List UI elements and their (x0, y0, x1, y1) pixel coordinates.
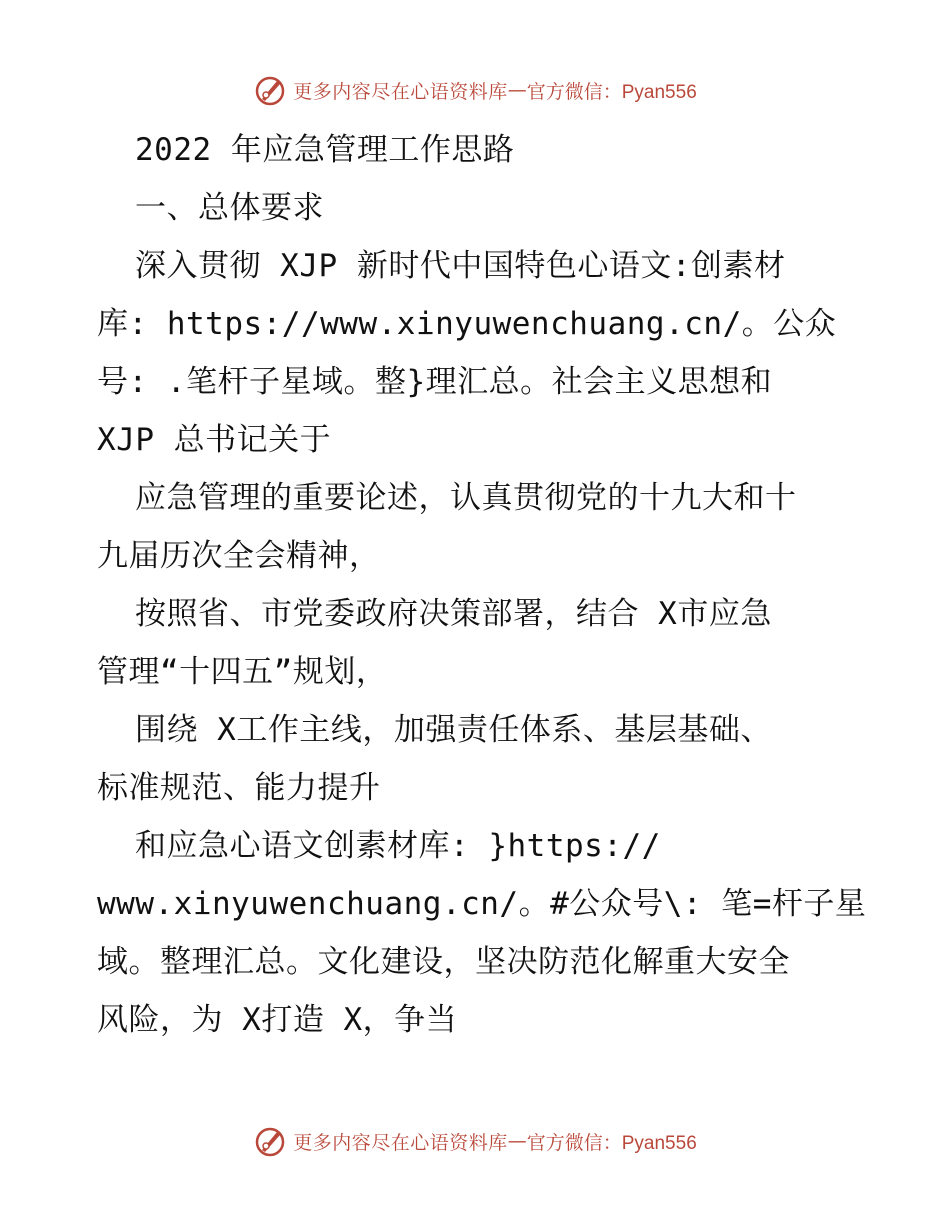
pen-logo-icon (253, 73, 287, 107)
body-line: 按照省、市党委政府决策部署，结合 X市应急 (135, 596, 772, 632)
banner-separator: — (507, 79, 527, 101)
body-line: XJP 总书记关于 (97, 422, 332, 458)
banner-brand-text: 更多内容尽在心语资料库 (293, 1131, 508, 1154)
body-line: 深入贯彻 XJP 新时代中国特色心语文:创素材 (135, 248, 786, 284)
section-heading: 一、总体要求 (135, 190, 324, 226)
header-watermark-banner (0, 70, 950, 110)
body-line: 风险，为 X打造 X，争当 (97, 1002, 458, 1038)
banner-wechat-text: 官方微信：Pyan556 (526, 81, 697, 103)
footer-watermark-banner (0, 1121, 950, 1161)
banner-brand-text: 更多内容尽在心语资料库 (293, 80, 508, 103)
pen-logo-icon (253, 1124, 287, 1158)
body-line: 域。整理汇总。文化建设，坚决防范化解重大安全 (97, 944, 790, 980)
body-line: 应急管理的重要论述，认真贯彻党的十九大和十 (135, 480, 797, 516)
body-line: www.xinyuwenchuang.cn/。#公众号\: 笔=杆子星 (97, 886, 867, 922)
document-body (97, 121, 867, 1049)
document-title: 2022 年应急管理工作思路 (135, 132, 515, 168)
banner-separator: — (507, 1130, 527, 1152)
body-line: 库: https://www.xinyuwenchuang.cn/。公众 (97, 306, 837, 342)
body-line: 管理“十四五”规划， (97, 654, 388, 690)
banner-wechat-text: 官方微信：Pyan556 (526, 1132, 697, 1154)
body-line: 九届历次全会精神， (97, 538, 381, 574)
body-line: 标准规范、能力提升 (97, 770, 381, 806)
body-line: 围绕 X工作主线，加强责任体系、基层基础、 (135, 712, 772, 748)
body-line: 和应急心语文创素材库: }https:// (135, 828, 661, 864)
body-line: 号: .笔杆子星域。整}理汇总。社会主义思想和 (97, 364, 773, 400)
